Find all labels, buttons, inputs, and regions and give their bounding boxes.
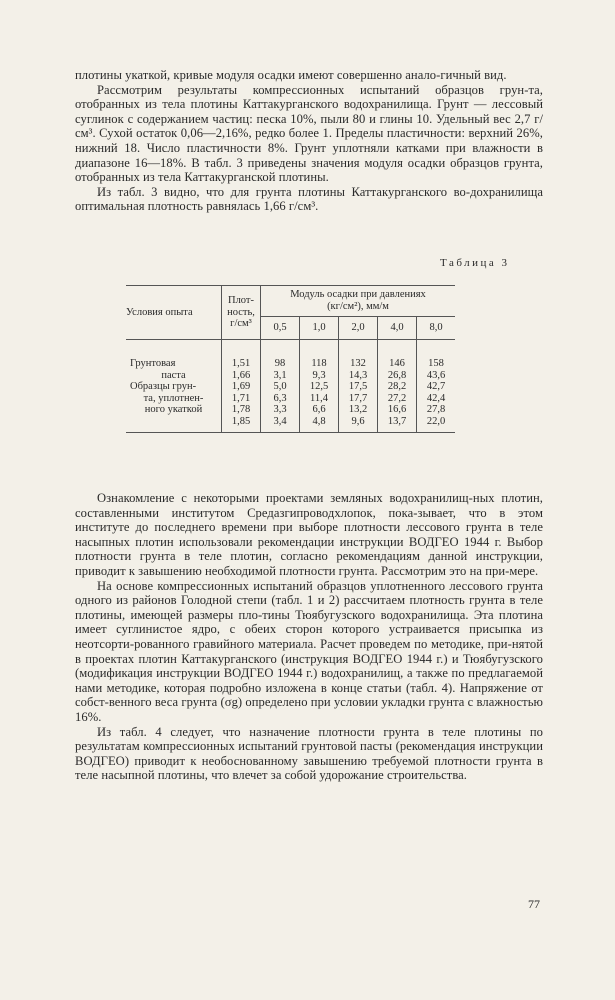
- pressure-header: 8,0: [417, 317, 456, 340]
- modulus-cell: 6,6: [312, 404, 326, 416]
- paragraph-4: Ознакомление с некоторыми проектами земляных водохранилищ-ных плотин, составленными институтом Средазгипроводхлопок, пока-зывает, что в этом институте до последнего времени при выборе плотности лессового грунта в теле насыпных плотин использовали рекомендации инструкции ВОДГЕО 1944 г. Выбор плотности грунта в теле плотин, согласно рекомендациям данной инструкции, приводит к завышению необходимой плотности грунта. Рассмотрим это на при-мере.: [75, 491, 543, 578]
- modulus-cell: 5,0: [273, 381, 287, 393]
- text-block-bottom: [75, 491, 543, 783]
- modulus-column: [378, 340, 417, 433]
- modulus-cell: 9,3: [312, 369, 326, 381]
- header-modulus: [261, 286, 456, 317]
- modulus-cell: 146: [389, 358, 405, 369]
- modulus-cell: 118: [311, 358, 327, 369]
- pressure-header: 1,0: [300, 317, 339, 340]
- modulus-cell: 42,4: [426, 392, 446, 404]
- modulus-cell: 13,2: [348, 404, 368, 416]
- header-density: [222, 286, 261, 340]
- paragraph-6: Из табл. 4 следует, что назначение плотности грунта в теле плотины по результатам компрессионных испытаний грунтовой пасты (рекомендация инструкции ВОДГЕО) приводит к необоснованному завышению требуемой плотности грунта в теле насыпной плотины, что влечет за собой удорожание строительства.: [75, 724, 543, 783]
- data-table: [126, 285, 455, 433]
- table-caption: Таблица 3: [440, 257, 510, 269]
- modulus-cell: 14,3: [348, 369, 368, 381]
- modulus-cell: 42,7: [426, 381, 446, 393]
- condition-line: Образцы грун-: [130, 381, 197, 393]
- pressure-header: 0,5: [261, 317, 300, 340]
- modulus-cell: 12,5: [309, 381, 329, 393]
- modulus-column: [300, 340, 339, 433]
- pressure-header: 2,0: [339, 317, 378, 340]
- header-modulus-line: Модуль осадки при давлениях: [290, 289, 426, 301]
- header-density-line: Плот-: [227, 295, 255, 307]
- modulus-column: [339, 340, 378, 433]
- modulus-cell: 27,8: [426, 404, 446, 416]
- modulus-cell: 158: [428, 358, 444, 369]
- condition-line: ного укаткой: [144, 404, 203, 416]
- density-cell: 1,71: [231, 392, 251, 404]
- paragraph-1: плотины укаткой, кривые модуля осадки имеют совершенно анало-гичный вид.: [75, 68, 507, 82]
- text-block-top: [75, 68, 543, 214]
- density-cell: 1,66: [231, 369, 251, 381]
- modulus-cell: 17,5: [348, 381, 368, 393]
- modulus-column: [417, 340, 456, 433]
- condition-line: Грунтовая: [130, 358, 176, 369]
- condition-cell: [126, 340, 222, 433]
- density-cell: 1,78: [231, 404, 251, 416]
- modulus-cell: 27,2: [387, 392, 407, 404]
- modulus-cell: 3,1: [273, 369, 287, 381]
- modulus-cell: 6,3: [273, 392, 287, 404]
- header-modulus-line: (кг/см²), мм/м: [327, 301, 389, 312]
- modulus-cell: 9,6: [351, 415, 365, 427]
- condition-line: паста: [161, 369, 186, 381]
- modulus-column: [261, 340, 300, 433]
- modulus-cell: 11,4: [310, 392, 328, 404]
- modulus-cell: 132: [350, 358, 366, 369]
- modulus-cell: 22,0: [426, 415, 446, 427]
- paragraph-2: Рассмотрим результаты компрессионных испытаний образцов грун-та, отобранных из тела плотины Каттакурганского водохранилища. Грунт — лессовый суглинок с содержанием частиц: песка 10%, пыли 80 и глины 10. Удельный вес 2,7 г/см³. Сухой остаток 0,06—2,16%, редко более 1. Пределы пластичности: верхний 26%, нижний 18. Число пластичности 8%. Грунт уплотняли катками при влажности в диапазоне 16—18%. В табл. 3 приведены значения модуля осадки образцов грунта, отобранных из тела Каттакурганской плотины.: [75, 82, 543, 185]
- modulus-cell: 3,3: [273, 404, 287, 416]
- header-condition: Условия опыта: [126, 286, 222, 340]
- modulus-cell: 13,7: [387, 415, 407, 427]
- density-cell: 1,69: [231, 381, 251, 393]
- modulus-cell: 3,4: [273, 415, 287, 427]
- modulus-cell: 28,2: [387, 381, 407, 393]
- density-cell: 1,85: [231, 415, 251, 427]
- pressure-header: 4,0: [378, 317, 417, 340]
- modulus-cell: 17,7: [348, 392, 368, 404]
- density-column: [222, 340, 261, 433]
- condition-line: та, уплотнен-: [143, 392, 204, 404]
- paragraph-3: Из табл. 3 видно, что для грунта плотины Каттакурганского во-дохранилища оптимальная плотность равнялась 1,66 г/см³.: [75, 184, 543, 214]
- page-number: 77: [528, 897, 540, 911]
- modulus-cell: 98: [274, 358, 286, 369]
- modulus-cell: 16,6: [387, 404, 407, 416]
- modulus-cell: 4,8: [312, 415, 326, 427]
- modulus-cell: 26,8: [387, 369, 407, 381]
- paragraph-5: На основе компрессионных испытаний образцов уплотненного лессового грунта одного из районов Голодной степи (табл. 1 и 2) рассчитаем плотность грунта в теле плотины, имеющей размеры пло-тины Тюябугузского водохранилища. Эта плотина имеет суглинистое ядро, с обеих сторон которого устраивается присыпка из неотсорти-рованного гравийного материала. Расчет проведем по методике, при-нятой в проектах плотин Каттакурганского (инструкция ВОДГЕО 1944 г.) и Тюябугузского (модификация инструкции ВОДГЕО 1944 г.) водохранилищ, а также по предлагаемой нами методике, которая подробно изложена в конце статьи (табл. 4). Напряжение от собст-венного веса грунта (σg) определено при условии укладки грунта с влажностью 16%.: [75, 578, 543, 724]
- header-density-line: г/см³: [230, 318, 252, 330]
- modulus-cell: 43,6: [426, 369, 446, 381]
- header-density-line: ность,: [227, 306, 255, 318]
- density-cell: 1,51: [231, 358, 251, 369]
